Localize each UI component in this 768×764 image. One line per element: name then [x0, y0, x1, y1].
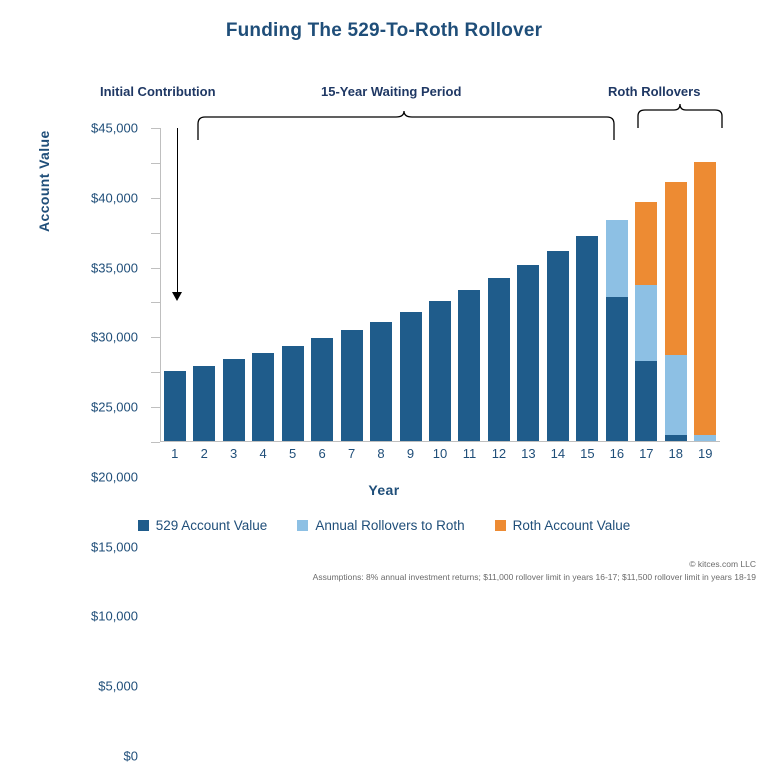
- x-tick-label: 13: [521, 446, 536, 461]
- bar-segment[interactable]: [282, 346, 304, 441]
- bar-group[interactable]: [311, 127, 333, 441]
- bar-group[interactable]: [547, 127, 569, 441]
- bar-group[interactable]: [252, 127, 274, 441]
- legend-label-roth: Roth Account Value: [512, 518, 631, 533]
- legend-swatch-rollovers: [297, 520, 308, 531]
- x-tick-label: 1: [171, 446, 179, 461]
- x-tick-label: 16: [609, 446, 625, 461]
- bar-segment[interactable]: [488, 278, 510, 441]
- bar-group[interactable]: [635, 127, 657, 441]
- bar-group[interactable]: [223, 127, 245, 441]
- bar-segment[interactable]: [429, 301, 451, 441]
- x-tick-label: 2: [200, 446, 208, 461]
- x-tick-label: 7: [347, 446, 356, 461]
- y-tick-label: $5,000: [98, 678, 138, 694]
- x-tick-label: 17: [639, 446, 654, 461]
- y-tick-label: $40,000: [91, 190, 138, 206]
- y-tick-label: $35,000: [91, 260, 138, 276]
- bar-segment[interactable]: [400, 312, 422, 441]
- y-tick-label: $15,000: [91, 539, 138, 555]
- x-tick-label: 3: [230, 446, 238, 461]
- y-tick-label: $25,000: [91, 399, 138, 415]
- footer: [313, 558, 756, 584]
- bar-segment[interactable]: [635, 285, 657, 362]
- annotation-initial-contribution: Initial Contribution: [100, 84, 216, 99]
- bar-segment[interactable]: [311, 338, 333, 441]
- page-title: Funding The 529-To-Roth Rollover: [225, 20, 543, 41]
- x-axis-line: [160, 441, 720, 442]
- x-tick-label: 6: [318, 446, 326, 461]
- footer-credit: © kitces.com LLC: [689, 559, 756, 569]
- x-tick-label: 18: [668, 446, 684, 461]
- bar-group[interactable]: [488, 127, 510, 441]
- annotation-roth-rollovers: Roth Rollovers: [608, 84, 701, 99]
- bar-segment[interactable]: [694, 162, 716, 436]
- bar-segment[interactable]: [547, 251, 569, 441]
- annotation-waiting-period: 15-Year Waiting Period: [321, 84, 462, 99]
- bar-segment[interactable]: [370, 322, 392, 441]
- y-tick-mark: [91, 120, 160, 136]
- y-tick-mark: [123, 442, 160, 764]
- legend-item-roth[interactable]: [495, 518, 631, 533]
- y-tick-mark: [91, 163, 160, 206]
- x-tick-label: 4: [259, 446, 267, 461]
- bar-segment[interactable]: [665, 435, 687, 441]
- bar-segment[interactable]: [635, 202, 657, 285]
- legend-item-529[interactable]: [138, 518, 268, 533]
- bar-group[interactable]: [517, 127, 539, 441]
- bar-segment[interactable]: [606, 297, 628, 441]
- bar-segment[interactable]: [576, 236, 598, 441]
- bar-group[interactable]: [694, 127, 716, 441]
- x-axis-title: Year: [368, 482, 400, 498]
- bar-segment[interactable]: [694, 435, 716, 441]
- roth-rollovers-brace: [636, 102, 724, 130]
- legend-swatch-529: [138, 520, 149, 531]
- x-tick-label: 14: [550, 446, 566, 461]
- bar-segment[interactable]: [164, 371, 186, 441]
- x-tick-label: 5: [289, 446, 297, 461]
- x-tick-label: 11: [462, 446, 477, 461]
- legend-label-rollovers: Annual Rollovers to Roth: [315, 518, 465, 533]
- y-tick-label: $10,000: [91, 608, 138, 624]
- bar-group[interactable]: [458, 127, 480, 441]
- y-axis-line: [160, 128, 161, 442]
- bar-group[interactable]: [400, 127, 422, 441]
- bar-group[interactable]: [576, 127, 598, 441]
- bar-segment[interactable]: [665, 182, 687, 355]
- y-tick-label: $30,000: [91, 329, 138, 345]
- y-tick-label: $0: [123, 748, 138, 764]
- legend-item-rollovers[interactable]: [297, 518, 464, 533]
- legend: [0, 518, 768, 533]
- legend-label-529: 529 Account Value: [155, 518, 268, 533]
- y-tick-label: $20,000: [91, 469, 138, 485]
- bar-segment[interactable]: [193, 366, 215, 441]
- y-axis-title: Account Value: [36, 130, 52, 232]
- bar-group[interactable]: [665, 127, 687, 441]
- bar-segment[interactable]: [517, 265, 539, 441]
- bar-segment[interactable]: [223, 359, 245, 441]
- bar-group[interactable]: [606, 127, 628, 441]
- bar-group[interactable]: [341, 127, 363, 441]
- legend-swatch-roth: [495, 520, 506, 531]
- x-tick-label: 10: [432, 446, 448, 461]
- bar-segment[interactable]: [341, 330, 363, 441]
- bar-group[interactable]: [429, 127, 451, 441]
- bar-segment[interactable]: [252, 353, 274, 441]
- x-tick-label: 8: [377, 446, 385, 461]
- bar-group[interactable]: [370, 127, 392, 441]
- bar-group[interactable]: [164, 127, 186, 441]
- bar-segment[interactable]: [665, 355, 687, 435]
- bar-segment[interactable]: [635, 361, 657, 441]
- bar-segment[interactable]: [606, 220, 628, 297]
- y-tick-label: $45,000: [91, 120, 138, 136]
- x-tick-label: 15: [580, 446, 595, 461]
- bar-group[interactable]: [282, 127, 304, 441]
- x-tick-label: 19: [698, 446, 713, 461]
- x-tick-label: 12: [491, 446, 507, 461]
- x-tick-label: 9: [406, 446, 415, 461]
- footer-assumptions: Assumptions: 8% annual investment returns; $11,000 rollover limit in years 16-17; $11,500 rollover limit in years 18-19: [312, 571, 756, 582]
- bar-segment[interactable]: [458, 290, 480, 441]
- bar-group[interactable]: [193, 127, 215, 441]
